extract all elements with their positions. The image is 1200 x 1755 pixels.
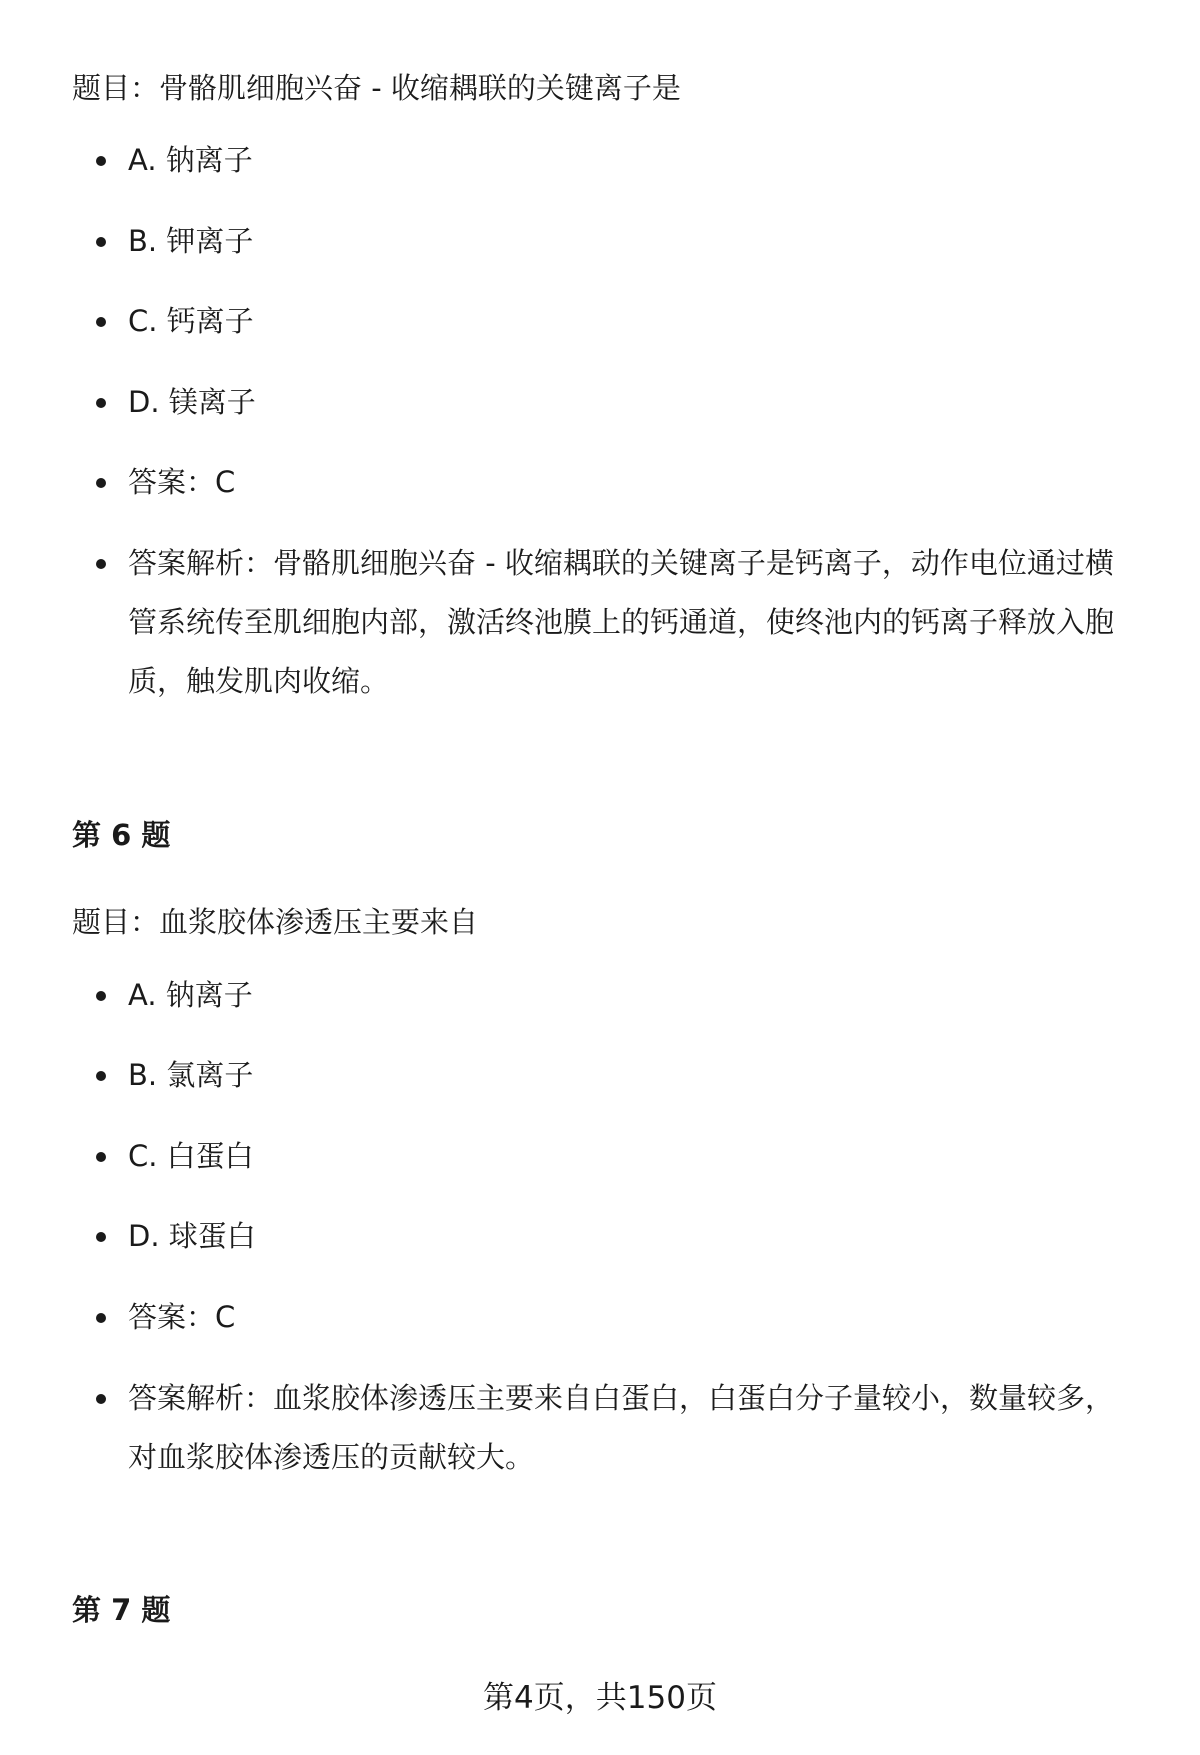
question-5-answer: 答案：C	[96, 453, 1136, 512]
question-6-option-a: A. 钠离子	[96, 966, 1136, 1025]
question-5-option-b: B. 钾离子	[96, 212, 1136, 271]
question-6-stem: 题目：血浆胶体渗透压主要来自	[72, 905, 479, 939]
bullet-dot	[96, 1313, 106, 1323]
question-5-option-c: C. 钙离子	[96, 292, 1136, 351]
question-6-option-d: D. 球蛋白	[96, 1207, 1136, 1266]
bullet-dot	[96, 1152, 106, 1162]
bullet-dot	[96, 237, 106, 247]
question-6-option-b: B. 氯离子	[96, 1046, 1136, 1105]
bullet-dot	[96, 478, 106, 488]
question-6-option-c: C. 白蛋白	[96, 1127, 1136, 1186]
bullet-dot	[96, 1232, 106, 1242]
question-5-option-d: D. 镁离子	[96, 373, 1136, 432]
question-5-option-a: A. 钠离子	[96, 131, 1136, 190]
bullet-dot	[96, 991, 106, 1001]
bullet-dot	[96, 1394, 106, 1404]
bullet-dot	[96, 156, 106, 166]
bullet-dot	[96, 317, 106, 327]
bullet-dot	[96, 398, 106, 408]
question-5-stem: 题目：骨骼肌细胞兴奋 - 收缩耦联的关键离子是	[72, 71, 681, 105]
question-5-explanation: 答案解析：骨骼肌细胞兴奋 - 收缩耦联的关键离子是钙离子，动作电位通过横管系统传至肌细胞内部，激活终池膜上的钙通道，使终池内的钙离子释放入胞质，触发肌肉收缩。	[96, 534, 1136, 711]
question-7-heading: 第 7 题	[72, 1593, 171, 1627]
bullet-dot	[96, 1071, 106, 1081]
bullet-dot	[96, 559, 106, 569]
question-6-explanation: 答案解析：血浆胶体渗透压主要来自白蛋白，白蛋白分子量较小，数量较多，对血浆胶体渗透压的贡献较大。	[96, 1369, 1136, 1487]
question-6-answer: 答案：C	[96, 1288, 1136, 1347]
page-number: 第4页，共150页	[483, 1680, 717, 1716]
question-6-heading: 第 6 题	[72, 818, 171, 852]
